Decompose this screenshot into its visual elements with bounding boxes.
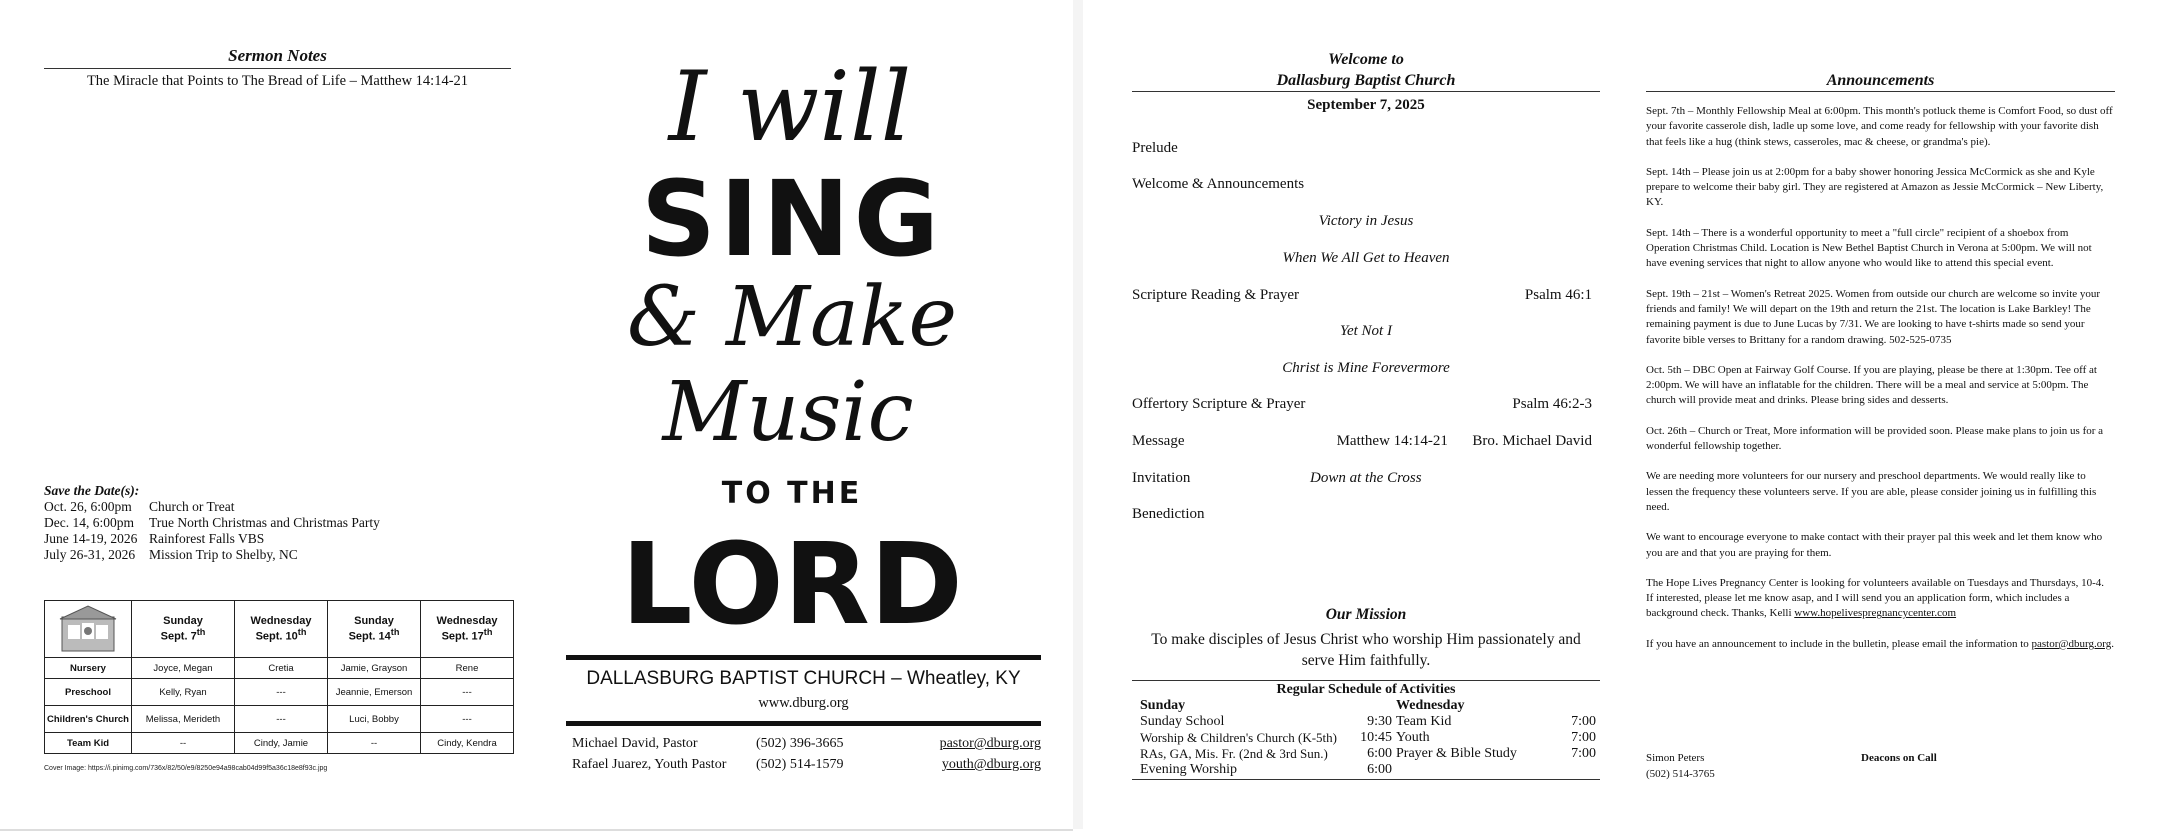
schedule-row [1140, 746, 1392, 762]
staff-phone: (502) 396-3665 [756, 736, 844, 751]
activity-name: RAs, GA, Mis. Fr. (2nd & 3rd Sun.) [1140, 746, 1328, 761]
schedule-row [1140, 730, 1392, 746]
nursery-logo-cell [45, 601, 132, 658]
save-event: Mission Trip to Shelby, NC [149, 547, 298, 562]
staff-row [572, 736, 1041, 752]
wednesday-heading: Wednesday [1396, 698, 1465, 713]
table-cell: Jeannie, Emerson [328, 679, 421, 706]
activity-name: Evening Worship [1140, 762, 1237, 777]
activity-time: 7:00 [1571, 730, 1596, 745]
table-cell: Luci, Bobby [328, 706, 421, 733]
save-date-item [44, 547, 380, 563]
wednesday-schedule [1392, 698, 1596, 778]
worship-item-label: Benediction [1132, 506, 1205, 522]
save-the-dates-list [44, 499, 380, 563]
service-date: September 7, 2025 [1307, 97, 1425, 113]
staff-name: Rafael Juarez, Youth Pastor [572, 757, 727, 772]
announcements-list [1646, 104, 2114, 667]
activity-time: 7:00 [1571, 714, 1596, 729]
staff-phone: (502) 514-1579 [756, 757, 844, 772]
activity-name: Team Kid [1396, 714, 1452, 729]
deacon-name: Simon Peters [1646, 752, 1705, 764]
table-row [45, 706, 514, 733]
staff-name: Michael David, Pastor [572, 736, 698, 751]
col-date-suffix: th [390, 627, 400, 638]
worship-item-label: Message [1132, 433, 1185, 449]
announcement-item: If you have an announcement to include in the bulletin, please email the information to pastor@dburg.org. [1646, 637, 2114, 650]
save-date-item [44, 499, 380, 515]
art-line: SING [641, 158, 943, 280]
divider [566, 721, 1041, 726]
activity-name: Sunday School [1140, 714, 1225, 729]
col-day: Sunday [163, 615, 203, 628]
announcement-item: Sept. 7th – Monthly Fellowship Meal at 6:00pm. This month's potluck theme is Comfort Food, so dust off your favorite casserole dish, ladle up some love, and come ready for fellowship with your favorite dish that feels like a hug (think stews, casseroles, mac & cheese, or grandma's pie). [1646, 105, 2113, 148]
bulletin-left-page [0, 0, 1073, 831]
announcement-item: We want to encourage everyone to make contact with their prayer pal this week and let them know who you are and that you are praying for them. [1646, 531, 2103, 559]
announcement-item: Oct. 5th – DBC Open at Fairway Golf Course. If you are playing, please be there at 1:30pm. Tee off at 2:00pm. We will have an inflatable for the children. There will be a meal and service at 5:00pm. The church will provide meat and drinks. Please bring sides and desserts. [1646, 363, 2097, 407]
col-day: Wednesday [436, 615, 498, 628]
schedule-row [1396, 746, 1596, 762]
row-label: Team Kid [45, 733, 132, 754]
schedule-row [1140, 714, 1392, 730]
table-cell: -- [132, 733, 235, 754]
table-row [45, 733, 514, 754]
church-heading: Dallasburg Baptist Church [1132, 72, 1600, 92]
staff-email-link[interactable]: youth@dburg.org [941, 757, 1041, 772]
save-date: Dec. 14, 6:00pm [44, 515, 134, 530]
worship-item [1132, 433, 1592, 450]
worship-song: When We All Get to Heaven [1282, 250, 1450, 266]
save-event: True North Christmas and Christmas Party [149, 515, 380, 530]
col-day: Wednesday [250, 615, 312, 628]
schedule-row [1140, 762, 1392, 778]
art-line: & Make [626, 270, 958, 365]
art-line: Music [662, 365, 914, 460]
staff-row [572, 757, 1041, 773]
table-cell: --- [235, 706, 328, 733]
art-line: TO THE [721, 476, 863, 511]
announcement-item: Sept. 14th – Please join us at 2:00pm for a baby shower honoring Jessica McCormick as she and Kyle prepare to welcome their baby girl. They are registered at Amazon as Jessie McCormick – New Liberty, KY. [1646, 165, 2104, 209]
col-date: Sept. 14 [348, 630, 391, 643]
announcement-text: The Hope Lives Pregnancy Center is looking for volunteers available on Tuesdays and Thursdays, 10-4. If interested, please let me know asap, and I will send you an application form, which includes a background check. Thanks, Kelli [1646, 576, 2105, 620]
sunday-schedule [1140, 698, 1392, 778]
row-label: Preschool [45, 679, 132, 706]
nursery-col-header [328, 601, 421, 658]
row-label: Nursery [45, 658, 132, 679]
scripture-reference: Psalm 46:2-3 [1512, 396, 1592, 412]
cover-image-credit: Cover Image: https://i.pinimg.com/736x/82/50/e9/8250e94a98cab04d99f5a36c18e8f93c.jpg [44, 765, 328, 772]
table-cell: --- [235, 679, 328, 706]
nursery-col-header [132, 601, 235, 658]
table-cell: -- [328, 733, 421, 754]
table-header-row [45, 601, 514, 658]
announcements-heading: Announcements [1646, 72, 2115, 92]
activity-name: Worship & Children's Church (K-5th) [1140, 730, 1337, 745]
hope-lives-link[interactable]: www.hopelivespregnancycenter.com [1794, 607, 1957, 620]
announcement-item [1646, 576, 2114, 622]
schedule-heading: Regular Schedule of Activities [1276, 682, 1456, 697]
schedule-row [1396, 714, 1596, 730]
schedule-grid [1132, 698, 1600, 778]
table-row [45, 658, 514, 679]
worship-item [1132, 396, 1592, 413]
save-date-item [44, 531, 380, 547]
activity-time: 7:00 [1571, 746, 1596, 761]
art-line: I will [668, 51, 912, 163]
table-row [45, 679, 514, 706]
activity-name: Youth [1396, 730, 1430, 745]
deacons-row [1646, 750, 2114, 766]
scripture-reference: Matthew 14:14-21 [1336, 433, 1448, 449]
col-date: Sept. 10 [255, 630, 298, 643]
message-speaker: Bro. Michael David [1472, 433, 1592, 449]
col-date-suffix: th [196, 627, 206, 638]
worship-item [1132, 287, 1592, 304]
table-cell: --- [421, 706, 514, 733]
save-date: Oct. 26, 6:00pm [44, 499, 132, 514]
page-gutter [1073, 0, 1083, 829]
table-cell: Cretia [235, 658, 328, 679]
mission-heading: Our Mission [1325, 606, 1407, 623]
col-day: Sunday [354, 615, 394, 628]
announcement-text: If you have an announcement to include in the bulletin, please email the information to [1646, 637, 2029, 650]
activity-time: 10:45 [1360, 730, 1392, 745]
table-cell: Melissa, Merideth [132, 706, 235, 733]
row-label: Children's Church [45, 706, 132, 733]
col-date-suffix: th [483, 627, 493, 638]
table-cell: Cindy, Jamie [235, 733, 328, 754]
worship-item-label: Welcome & Announcements [1132, 176, 1305, 192]
announcement-item: Sept. 14th – There is a wonderful opportunity to meet a "full circle" recipient of a shoebox from Operation Christmas Child. Location is New Bethel Baptist Church in Verona at 5:00pm. We will not have evening services that night to allow anyone who would like to attend this special event. [1646, 226, 2092, 270]
announcement-item: Sept. 19th – 21st – Women's Retreat 2025. Women from outside our church are welcome so invite your friends and family! We will depart on the 19th and return the 21st. The location is Lake Barkley! The remaining payment is due to June Lucas by 7/31. We are looking to have t-shirts made so send your favorite bible verses to Brittany for a random drawing. 502-525-0735 [1646, 287, 2101, 346]
activity-time: 6:00 [1367, 746, 1392, 761]
sermon-notes-heading: Sermon Notes [44, 46, 511, 69]
worship-song: Christ is Mine Forevermore [1282, 360, 1450, 376]
worship-song: Yet Not I [1340, 323, 1392, 339]
save-event: Rainforest Falls VBS [149, 531, 265, 546]
col-date: Sept. 7 [160, 630, 197, 643]
save-date: June 14-19, 2026 [44, 531, 138, 546]
table-cell: Rene [421, 658, 514, 679]
divider [566, 655, 1041, 660]
nursery-schedule-table [44, 600, 514, 754]
activity-name: Prayer & Bible Study [1396, 746, 1517, 761]
save-date: July 26-31, 2026 [44, 547, 136, 562]
church-website[interactable]: www.dburg.org [758, 695, 849, 711]
col-date-suffix: th [297, 627, 307, 638]
nursery-church-icon [58, 603, 118, 653]
deacons-on-call [1646, 750, 2114, 782]
table-cell: Jamie, Grayson [328, 658, 421, 679]
table-cell: Cindy, Kendra [421, 733, 514, 754]
table-cell: Kelly, Ryan [132, 679, 235, 706]
worship-item [1132, 470, 1592, 487]
scripture-reference: Psalm 46:1 [1524, 287, 1592, 303]
worship-item [1132, 140, 1592, 157]
activity-time: 6:00 [1367, 762, 1392, 777]
worship-song: Victory in Jesus [1318, 213, 1414, 229]
mission-text: To make disciples of Jesus Christ who worship Him passionately and serve Him faithfully. [1151, 631, 1581, 669]
worship-item [1132, 506, 1592, 523]
sunday-heading: Sunday [1140, 698, 1186, 713]
schedule-row [1396, 730, 1596, 746]
staff-email-link[interactable]: pastor@dburg.org [939, 736, 1041, 751]
deacon-phone: (502) 514-3765 [1646, 768, 1715, 780]
save-event: Church or Treat [149, 499, 235, 514]
worship-item-label: Scripture Reading & Prayer [1132, 287, 1300, 303]
announcement-email-link[interactable]: pastor@dburg.org [2031, 637, 2112, 650]
nursery-col-header [421, 601, 514, 658]
worship-item [1132, 176, 1592, 193]
announcement-item: Oct. 26th – Church or Treat, More information will be provided soon. Please make plans to join us for a wonderful fellowship together. [1646, 424, 2104, 453]
activity-time: 9:30 [1367, 714, 1392, 729]
art-line: LORD [621, 520, 963, 645]
worship-item-label: Invitation [1132, 470, 1191, 486]
save-date-item [44, 515, 380, 531]
save-the-dates-heading: Save the Date(s): [44, 483, 140, 498]
divider [1132, 779, 1600, 780]
table-cell: Joyce, Megan [132, 658, 235, 679]
regular-schedule [1132, 680, 1600, 780]
cover-lettering-art [560, 45, 1040, 645]
announcement-item: We are needing more volunteers for our nursery and preschool departments. We would really like to lessen the frequency these volunteers serve. If you are able, please consider joining us in fulfilling this need. [1646, 470, 2097, 513]
col-date: Sept. 17 [441, 630, 484, 643]
worship-song: Down at the Cross [1310, 470, 1422, 486]
church-name: DALLASBURG BAPTIST CHURCH – Wheatley, KY [586, 668, 1021, 689]
welcome-heading: Welcome to [1328, 51, 1404, 68]
worship-item-label: Prelude [1132, 140, 1178, 156]
deacons-label: Deacons on Call [1861, 752, 1937, 764]
table-cell: --- [421, 679, 514, 706]
worship-item-label: Offertory Scripture & Prayer [1132, 396, 1306, 412]
sermon-title: The Miracle that Points to The Bread of Life – Matthew 14:14-21 [86, 73, 469, 89]
nursery-col-header [235, 601, 328, 658]
